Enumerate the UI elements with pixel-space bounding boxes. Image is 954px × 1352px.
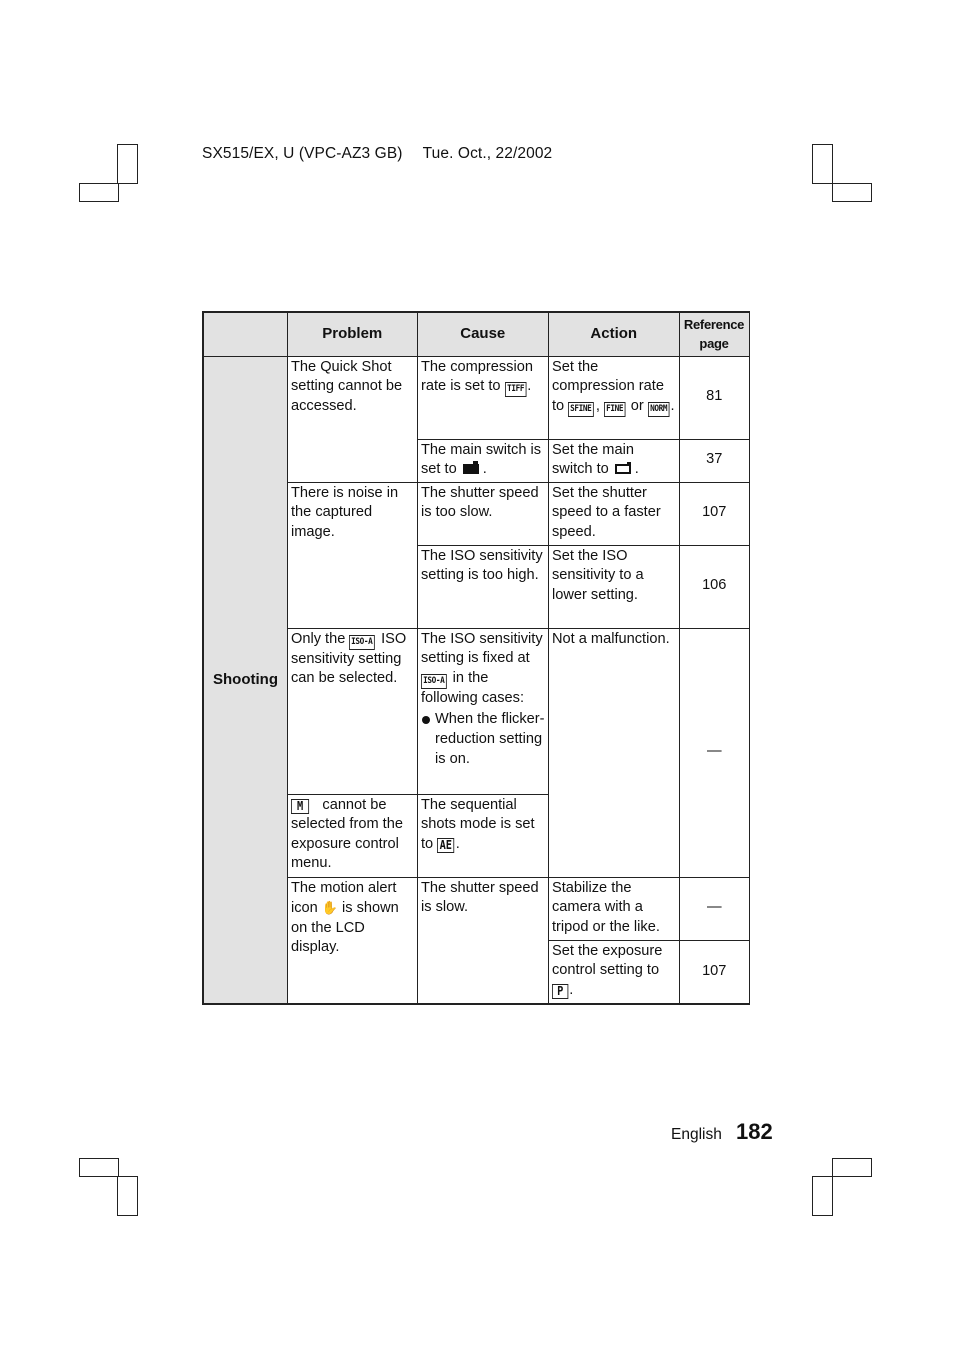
reference-cell: 107: [679, 940, 749, 1004]
action-cell: Set the compression rate to SFINE , FINE or NORM .: [548, 356, 679, 439]
crop-mark: [832, 183, 872, 202]
document-header: [202, 145, 568, 163]
iso-auto-icon: ISO-A: [421, 674, 446, 689]
super-fine-icon: SFINE: [568, 402, 593, 417]
record-mode-icon: [615, 464, 631, 474]
footer-language: English: [671, 1126, 722, 1143]
cause-header: Cause: [417, 312, 548, 356]
print-date: Tue. Oct., 22/2002: [422, 145, 553, 162]
tiff-icon: TIFF: [505, 382, 526, 397]
action-cell: Stabilize the camera with a tripod or the like.: [548, 877, 679, 940]
cause-cell: The ISO sensitivity setting is too high.: [417, 545, 548, 628]
problem-cell: M cannot be selected from the exposure control menu.: [287, 794, 417, 877]
reference-cell: 81: [679, 356, 749, 439]
crop-mark: [812, 144, 833, 184]
troubleshooting-table: [202, 311, 750, 1005]
crop-mark: [117, 144, 138, 184]
program-mode-icon: P: [552, 984, 569, 999]
cause-cell: The main switch is set to .: [417, 439, 548, 482]
playback-mode-icon: [463, 464, 479, 474]
action-cell: Set the exposure control setting to P .: [548, 940, 679, 1004]
action-header: Action: [548, 312, 679, 356]
reference-cell: 37: [679, 439, 749, 482]
action-cell: Set the shutter speed to a faster speed.: [548, 482, 679, 545]
manual-mode-icon: M: [291, 799, 309, 814]
problem-header: Problem: [287, 312, 417, 356]
action-cell: Set the ISO sensitivity to a lower setting.: [548, 545, 679, 628]
fine-icon: FINE: [604, 402, 625, 417]
hand-icon: ✋: [321, 900, 338, 916]
problem-cell: There is noise in the captured image.: [287, 482, 417, 628]
cause-cell: The compression rate is set to TIFF .: [417, 356, 548, 439]
problem-cell: The motion alert icon ✋ is shown on the LCD display.: [287, 877, 417, 1004]
bullet-item: When the flicker-reduction setting is on.: [421, 710, 545, 769]
normal-icon: NORM: [648, 402, 669, 417]
crop-mark: [812, 1176, 833, 1216]
cause-cell: The shutter speed is slow.: [417, 877, 548, 1004]
cause-cell: The sequential shots mode is set to AE .: [417, 794, 548, 877]
crop-mark: [79, 1158, 119, 1177]
reference-cell: —: [679, 628, 749, 877]
reference-cell: —: [679, 877, 749, 940]
table-row: [203, 356, 749, 439]
category-header: [203, 312, 287, 356]
crop-mark: [117, 1176, 138, 1216]
model-code: SX515/EX, U (VPC-AZ3 GB): [202, 145, 403, 162]
problem-cell: The Quick Shot setting cannot be accessed.: [287, 356, 417, 482]
iso-auto-icon: ISO-A: [349, 635, 374, 650]
cause-cell: The shutter speed is too slow.: [417, 482, 548, 545]
problem-cell: Only the ISO-A ISO sensitivity setting can be selected.: [287, 628, 417, 794]
category-cell: Shooting: [203, 356, 287, 1004]
header-row: [203, 312, 749, 356]
action-cell: Not a malfunction.: [548, 628, 679, 877]
crop-mark: [79, 183, 119, 202]
bullet-icon: [422, 716, 430, 724]
page-number: 182: [736, 1119, 773, 1144]
reference-cell: 106: [679, 545, 749, 628]
ae-bracket-icon: AE: [437, 838, 455, 853]
reference-header: Reference page: [679, 312, 749, 356]
cause-cell: The ISO sensitivity setting is fixed at ISO-A in the following cases: When the flicker-reduction setting is on.: [417, 628, 548, 794]
reference-cell: 107: [679, 482, 749, 545]
action-cell: Set the main switch to .: [548, 439, 679, 482]
crop-mark: [832, 1158, 872, 1177]
